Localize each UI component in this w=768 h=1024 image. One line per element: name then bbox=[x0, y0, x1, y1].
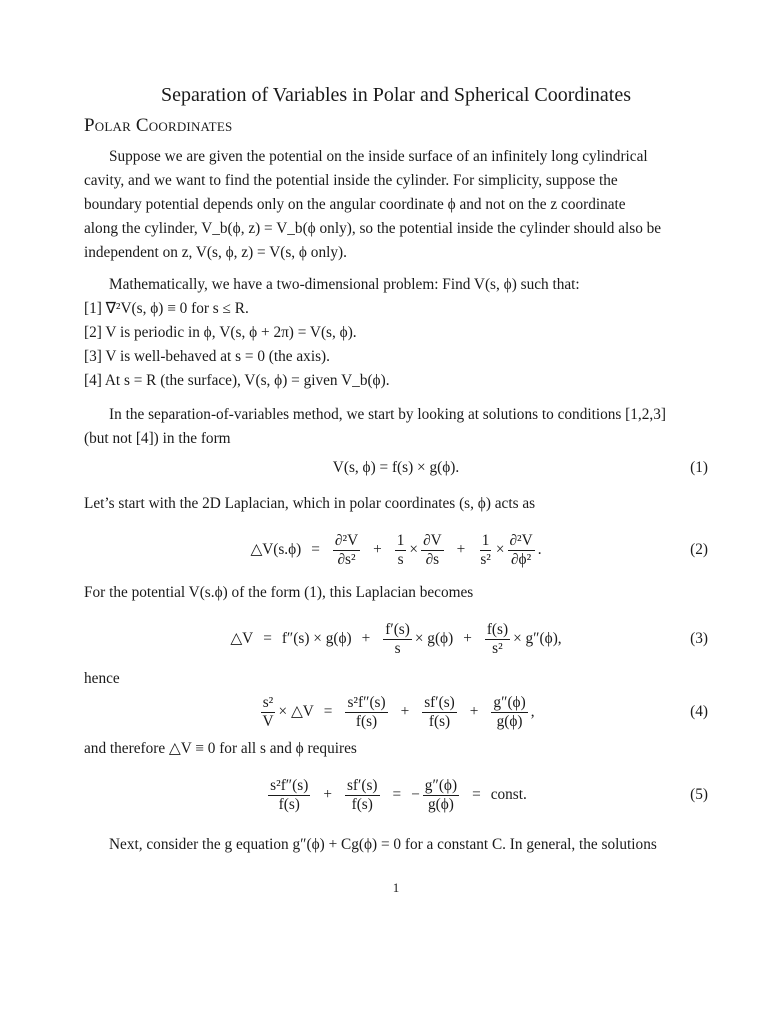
denominator: ∂ϕ² bbox=[511, 550, 532, 568]
fraction bbox=[491, 694, 527, 731]
denominator: s² bbox=[480, 550, 491, 568]
text-line: along the cylinder, V_b(ϕ, z) = V_b(ϕ only), so the potential inside the cylinder should also be bbox=[84, 220, 662, 237]
fraction bbox=[422, 694, 457, 731]
equation-1 bbox=[84, 456, 708, 480]
numerator: g″(ϕ) bbox=[424, 776, 458, 794]
denominator: g(ϕ) bbox=[496, 712, 523, 730]
condition-4: [4] At s = R (the surface), V(s, ϕ) = given V_b(ϕ). bbox=[84, 372, 390, 389]
fraction bbox=[333, 532, 360, 569]
denominator: f(s) bbox=[351, 795, 373, 813]
eq-times: × bbox=[495, 541, 505, 558]
text-line: Mathematically, we have a two-dimensional problem: Find V(s, ϕ) such that: bbox=[109, 276, 580, 293]
denominator: f(s) bbox=[355, 712, 378, 730]
denominator: f(s) bbox=[278, 795, 300, 813]
paragraph-problem bbox=[84, 273, 708, 297]
eq-equals: = bbox=[472, 786, 481, 803]
eq-rhs: const. bbox=[490, 786, 527, 803]
fraction bbox=[478, 532, 493, 569]
equation-number: (3) bbox=[690, 630, 708, 647]
fraction bbox=[508, 532, 535, 569]
text-line: Next, consider the g equation g″(ϕ) + Cg(ϕ) = 0 for a constant C. In general, the solutions bbox=[109, 836, 657, 853]
numerator: 1 bbox=[396, 531, 405, 549]
text-line: independent on z, V(s, ϕ, z) = V(s, ϕ only). bbox=[84, 244, 347, 261]
numerator: f′(s) bbox=[385, 620, 410, 638]
equation-number: (5) bbox=[690, 786, 708, 803]
text-line: and therefore △V ≡ 0 for all s and ϕ requires bbox=[84, 740, 357, 757]
condition-3: [3] V is well-behaved at s = 0 (the axis). bbox=[84, 348, 330, 365]
eq-equals: = bbox=[323, 703, 333, 720]
fraction bbox=[345, 777, 380, 814]
paragraph-method bbox=[84, 403, 708, 451]
equation-4 bbox=[84, 690, 708, 734]
text-line: Let’s start with the 2D Laplacian, which in polar coordinates (s, ϕ) acts as bbox=[84, 495, 536, 512]
denominator: f(s) bbox=[428, 712, 451, 730]
document-page bbox=[84, 0, 708, 1024]
fraction bbox=[423, 777, 459, 814]
eq-plus: + bbox=[323, 786, 332, 803]
text-line: For the potential V(s.ϕ) of the form (1), this Laplacian becomes bbox=[84, 584, 474, 601]
equation-body bbox=[230, 621, 561, 658]
numerator: g″(ϕ) bbox=[493, 693, 526, 711]
denominator: g(ϕ) bbox=[427, 795, 454, 813]
fraction bbox=[383, 621, 412, 658]
eq-term: × △V bbox=[278, 703, 314, 720]
eq-equals: = bbox=[263, 630, 272, 647]
denominator: s bbox=[394, 639, 401, 657]
text-line: (but not [4]) in the form bbox=[84, 430, 231, 447]
equation-number: (2) bbox=[690, 541, 708, 558]
numerator: ∂²V bbox=[509, 531, 533, 549]
eq-plus: + bbox=[400, 703, 410, 720]
denominator: s² bbox=[492, 639, 503, 657]
eq-plus: + bbox=[361, 630, 371, 647]
text-line: Suppose we are given the potential on the inside surface of an infinitely long cylindrical bbox=[109, 148, 648, 165]
denominator: s bbox=[397, 550, 404, 568]
equation-number: (1) bbox=[690, 459, 708, 476]
equation-2 bbox=[84, 528, 708, 572]
document-title: Separation of Variables in Polar and Spherical Coordinates bbox=[160, 84, 632, 106]
equation-body bbox=[250, 532, 541, 569]
section-heading: Polar Coordinates bbox=[84, 115, 233, 136]
fraction bbox=[268, 777, 310, 814]
eq-lhs: △V bbox=[230, 630, 254, 647]
condition-2: [2] V is periodic in ϕ, V(s, ϕ + 2π) = V(s, ϕ). bbox=[84, 324, 357, 341]
paragraph-hence bbox=[84, 667, 708, 691]
eq-term: f″(s) × g(ϕ) bbox=[281, 630, 352, 647]
denominator: ∂s² bbox=[337, 550, 356, 568]
numerator: sf′(s) bbox=[346, 776, 378, 794]
eq-plus: + bbox=[456, 541, 466, 558]
eq-minus: − bbox=[411, 786, 420, 803]
page-number: 1 bbox=[392, 880, 400, 895]
fraction bbox=[421, 532, 444, 569]
eq-term: × g(ϕ) bbox=[414, 630, 454, 647]
text-line: cavity, and we want to find the potential inside the cylinder. For simplicity, suppose the bbox=[84, 172, 618, 189]
equation-body bbox=[265, 777, 527, 814]
numerator: f(s) bbox=[486, 620, 509, 638]
eq-term: × g″(ϕ), bbox=[513, 630, 562, 647]
denominator: ∂s bbox=[425, 550, 440, 568]
equation-number: (4) bbox=[690, 703, 708, 720]
eq-lhs: △V(s.ϕ) bbox=[250, 541, 302, 558]
paragraph-next bbox=[84, 833, 708, 857]
numerator: s² bbox=[262, 693, 274, 711]
text-line: boundary potential depends only on the angular coordinate ϕ and not on the z coordinate bbox=[84, 196, 626, 213]
paragraph-form bbox=[84, 581, 708, 605]
equation-5 bbox=[84, 773, 708, 817]
fraction bbox=[345, 694, 387, 731]
eq-plus: + bbox=[463, 630, 472, 647]
text-line: hence bbox=[84, 670, 120, 687]
numerator: sf′(s) bbox=[424, 693, 455, 711]
eq-tail: , bbox=[530, 703, 535, 720]
numerator: s²f″(s) bbox=[347, 693, 386, 711]
equation-3 bbox=[84, 617, 708, 661]
equation-body bbox=[257, 694, 534, 731]
paragraph-therefore bbox=[84, 737, 708, 761]
paragraph-laplacian bbox=[84, 492, 708, 516]
numerator: 1 bbox=[481, 531, 490, 549]
eq-tail: . bbox=[537, 541, 542, 558]
eq-plus: + bbox=[373, 541, 382, 558]
numerator: ∂²V bbox=[334, 531, 359, 549]
text-line: In the separation-of-variables method, we start by looking at solutions to conditions [1,2,3] bbox=[109, 406, 666, 423]
eq-times: × bbox=[409, 541, 419, 558]
fraction bbox=[395, 532, 407, 569]
fraction bbox=[260, 694, 275, 731]
numerator: s²f″(s) bbox=[270, 776, 309, 794]
eq-equals: = bbox=[311, 541, 320, 558]
eq-equals: = bbox=[392, 786, 402, 803]
equation-body: V(s, ϕ) = f(s) × g(ϕ). bbox=[332, 459, 460, 476]
denominator: V bbox=[262, 712, 274, 730]
condition-1: [1] ∇²V(s, ϕ) ≡ 0 for s ≤ R. bbox=[84, 300, 249, 317]
paragraph-intro bbox=[84, 145, 708, 265]
numerator: ∂V bbox=[423, 531, 442, 549]
eq-plus: + bbox=[469, 703, 479, 720]
fraction bbox=[485, 621, 510, 658]
